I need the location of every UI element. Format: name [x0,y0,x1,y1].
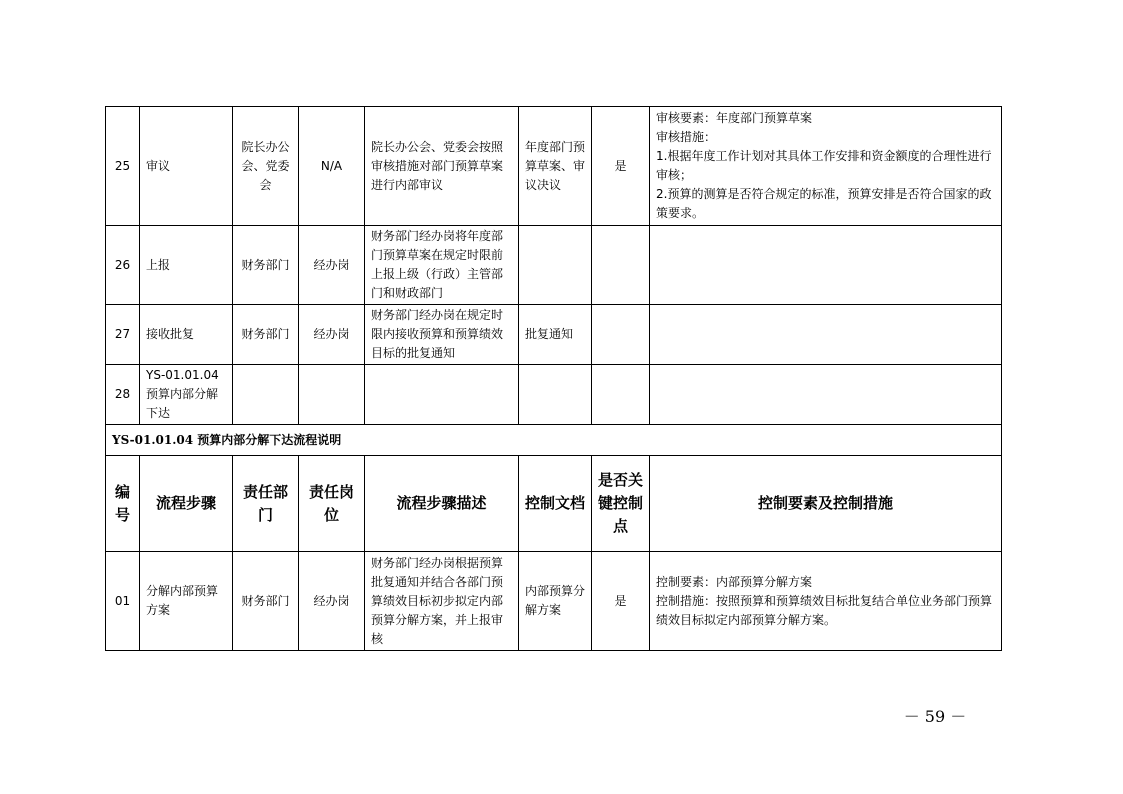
cell-number: 27 [106,305,140,365]
process-table [105,106,1002,651]
cell-description: 院长办公会、党委会按照审核措施对部门预算草案进行内部审议 [365,107,519,226]
header-key-control: 是否关键控制点 [592,456,650,552]
cell-step: 分解内部预算方案 [140,552,233,651]
cell-document [519,226,592,305]
cell-control-measures [650,365,1002,425]
cell-document [519,365,592,425]
table-row [106,107,1002,226]
table-header-row [106,456,1002,552]
cell-post: 经办岗 [299,552,365,651]
cell-description: 财务部门经办岗根据预算批复通知并结合各部门预算绩效目标初步拟定内部预算分解方案，并上报审核 [365,552,519,651]
cell-description [365,365,519,425]
header-control-measures: 控制要素及控制措施 [650,456,1002,552]
cell-post: N/A [299,107,365,226]
cell-department: 财务部门 [233,552,299,651]
table-row [106,552,1002,651]
control-line: 审核措施： [656,130,717,144]
control-line: 控制要素：内部预算分解方案 [656,574,813,589]
header-department: 责任部门 [233,456,299,552]
header-document: 控制文档 [519,456,592,552]
cell-department [233,365,299,425]
cell-control-measures [650,107,1002,226]
cell-number: 28 [106,365,140,425]
cell-control-measures [650,226,1002,305]
cell-step: 接收批复 [140,305,233,365]
section-title-row [106,425,1002,456]
section-title: YS-01.01.04 预算内部分解下达流程说明 [106,425,1002,456]
table-row [106,226,1002,305]
cell-department: 财务部门 [233,305,299,365]
control-line: 审核要素：年度部门预算草案 [656,111,813,125]
control-line: 控制措施：按照预算和预算绩效目标批复结合单位业务部门预算绩效目标拟定内部预算分解方案。 [656,593,993,627]
cell-key-control [592,226,650,305]
cell-number: 01 [106,552,140,651]
cell-post [299,365,365,425]
cell-department: 财务部门 [233,226,299,305]
cell-document: 内部预算分解方案 [519,552,592,651]
cell-department: 院长办公会、党委会 [233,107,299,226]
cell-step: 审议 [140,107,233,226]
control-line: 2.预算的测算是否符合规定的标准，预算安排是否符合国家的政策要求。 [656,187,992,220]
cell-step: 上报 [140,226,233,305]
cell-document: 年度部门预算草案、审议决议 [519,107,592,226]
cell-description: 财务部门经办岗将年度部门预算草案在规定时限前上报上级（行政）主管部门和财政部门 [365,226,519,305]
cell-control-measures [650,552,1002,651]
cell-post: 经办岗 [299,305,365,365]
cell-number: 26 [106,226,140,305]
cell-key-control: 是 [592,552,650,651]
header-number: 编号 [106,456,140,552]
header-step: 流程步骤 [140,456,233,552]
cell-key-control: 是 [592,107,650,226]
cell-control-measures [650,305,1002,365]
cell-description: 财务部门经办岗在规定时限内接收预算和预算绩效目标的批复通知 [365,305,519,365]
header-description: 流程步骤描述 [365,456,519,552]
header-post: 责任岗位 [299,456,365,552]
cell-post: 经办岗 [299,226,365,305]
cell-document: 批复通知 [519,305,592,365]
cell-number: 25 [106,107,140,226]
cell-key-control [592,365,650,425]
table-row [106,305,1002,365]
table-row [106,365,1002,425]
cell-key-control [592,305,650,365]
control-line: 1.根据年度工作计划对其具体工作安排和资金额度的合理性进行审核； [656,149,992,182]
page-number: － 59 － [903,707,967,726]
cell-step: YS-01.01.04预算内部分解下达 [140,365,233,425]
